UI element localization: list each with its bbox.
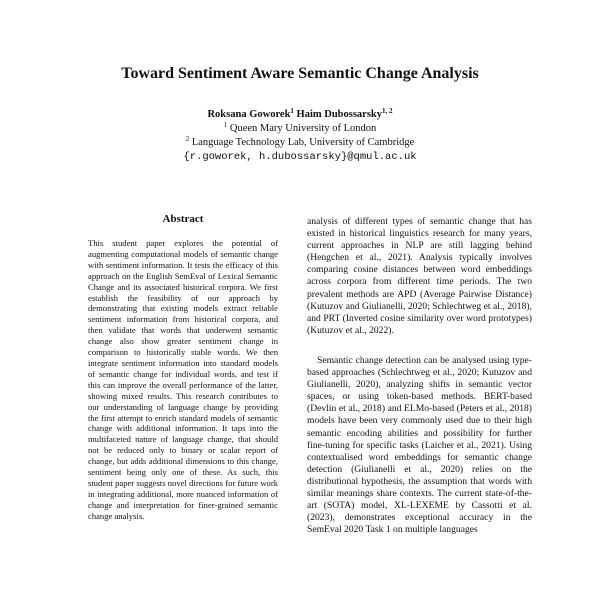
body-paragraph: analysis of different types of semantic change that has existed in historical linguistics research for many years, current approaches in NLP are still lagging behind (Hengchen et al., 2021). Analysis typically involves comparing cosine distances between word embeddings across corpora from different time periods. The two prevalent methods are APD (Average Pairwise Distance) (Kutuzov and Giulianelli, 2020; Schlechtweg et al., 2018), and PRT (Inverted cosine similarity over word prototypes) (Kutuzov et al., 2022). <box>307 216 532 336</box>
body-paragraph: Semantic change detection can be analysed using type-based approaches (Schlechtweg et al., 2020; Kutuzov and Giulianelli, 2020), analyzing shifts in semantic vector spaces, or using token-based methods. BERT-based (Devlin et al., 2018) and ELMo-based (Peters et al., 2018) models have been very commonly used due to their high semantic encoding abilities and possibility for further fine-tuning for specific tasks (Laicher et al., 2021). Using contextualised word embeddings for semantic change detection (Giulianelli et al., 2020) relies on the distributional hypothesis, the assumption that words with similar meanings share contexts. The current state-of-the-art (SOTA) model, XL-LEXEME by Cassotti et al. (2023), demonstrates exceptional accuracy in the SemEval 2020 Task 1 on multiple languages <box>307 354 532 536</box>
affiliation-line <box>0 122 600 136</box>
affiliation: Language Technology Lab, University of Cambridge <box>191 137 415 148</box>
affiliation: Queen Mary University of London <box>229 123 377 134</box>
affiliation-line <box>0 136 600 150</box>
author-names <box>0 108 600 122</box>
abstract-heading: Abstract <box>162 213 204 225</box>
abstract-text: This student paper explores the potential of augmenting computational models of semantic change with sentiment information. It tests the efficacy of this approach on the English SemEval of Lexical Semantic Change and its associated historical corpora. We first establish the feasibility of our approach by demonstrating that existing models extract reliable sentiment information from historical corpora, and then validate that words that underwent semantic change also show greater sentiment change in comparison to historically stable words. We then integrate sentiment information into standard models of semantic change for individual words, and test if this can improve the overall performance of the latter, showing mixed results. This research contributes to our understanding of language change by providing the first attempt to enrich standard models of semantic change with additional information. It taps into the multifaceted nature of language change, that should not be reduced only to binary or scalar report of change, but adds additional dimensions to this change, sentiment being only one of these. As such, this student paper suggests novel directions for future work in integrating additional, more nuanced information of change and interpretation for finer-grained semantic change analysis. <box>88 238 278 521</box>
affiliation-mark: 2 <box>185 135 190 143</box>
author-email: {r.goworek, h.dubossarsky}@qmul.ac.uk <box>183 151 417 163</box>
paper-title: Toward Sentiment Aware Semantic Change Analysis <box>121 65 479 82</box>
body-column-right <box>307 216 532 536</box>
author-block <box>0 108 600 164</box>
affiliation-mark: 1 <box>290 107 294 115</box>
author-name: Haim Dubossarsky <box>296 109 383 120</box>
affiliation-mark: 1, 2 <box>382 107 393 115</box>
author-name: Roksana Goworek <box>207 109 291 120</box>
affiliation-mark: 1 <box>223 121 228 129</box>
